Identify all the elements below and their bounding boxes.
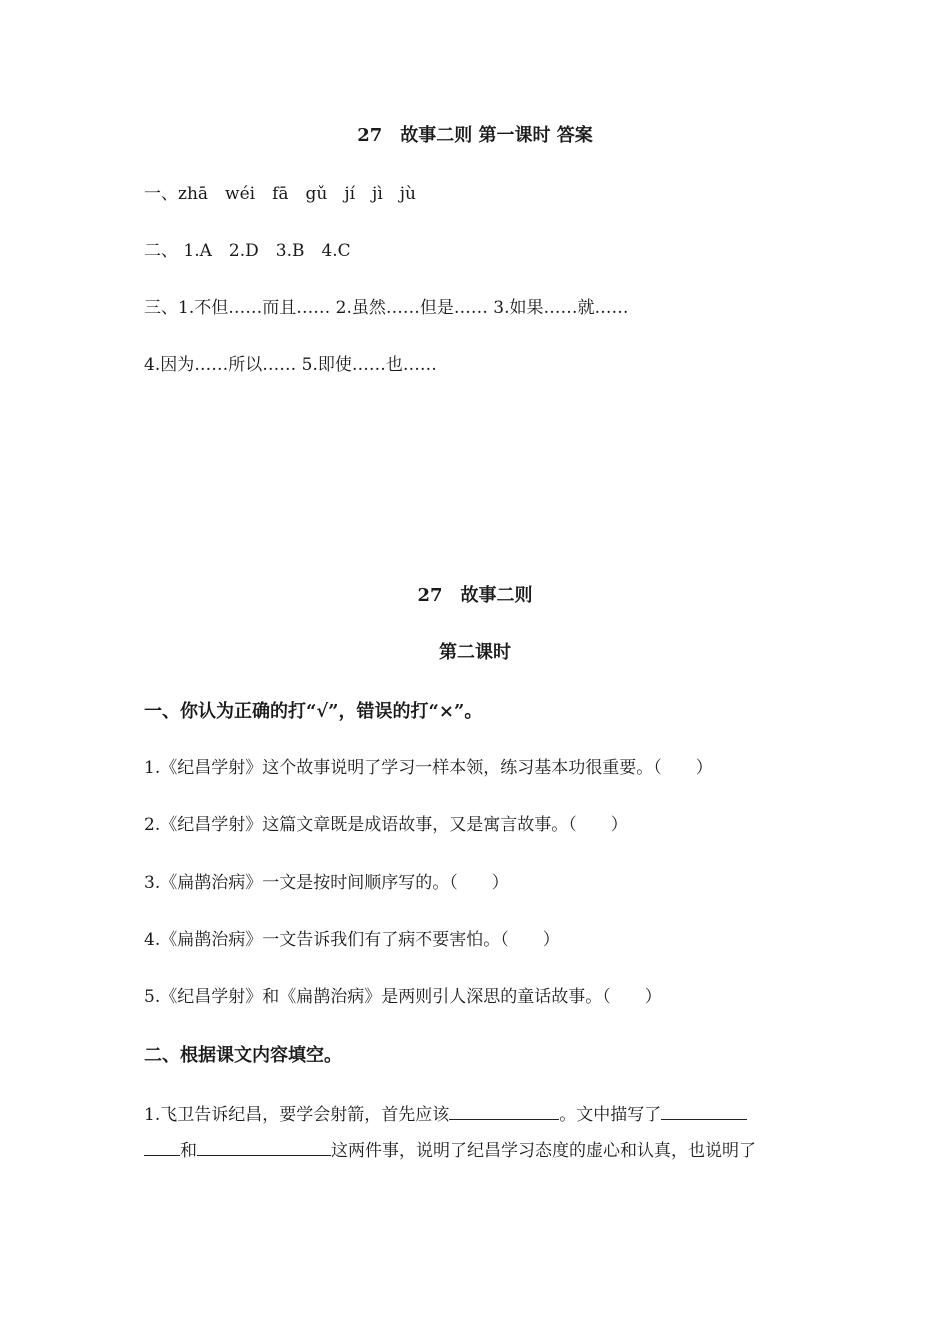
answer-blank[interactable] [661,1101,747,1120]
part2-q1-line-1 [144,1101,747,1127]
answer-blank[interactable] [449,1101,559,1120]
part2-q1-line-2 [144,1137,756,1163]
answer-title: 27 故事二则 第一课时 答案 [357,125,593,146]
part2-q1-text-b: 。文中描写了 [559,1105,662,1125]
part1-item-4: 4.《扁鹊治病》一文告诉我们有了病不要害怕。（ ） [144,930,560,950]
part1-item-5: 5.《纪昌学射》和《扁鹊治病》是两则引人深思的童话故事。（ ） [144,987,662,1007]
part2-q1-text-c: 和 [180,1141,197,1161]
part1-item-1: 1.《纪昌学射》这个故事说明了学习一样本领，练习基本功很重要。（ ） [144,758,713,778]
part1-item-2: 2.《纪昌学射》这篇文章既是成语故事，又是寓言故事。（ ） [144,815,628,835]
part2-q1-text-a: 1.飞卫告诉纪昌，要学会射箭，首先应该 [144,1105,450,1125]
part2-q1-text-d: 这两件事，说明了纪昌学习态度的虚心和认真，也说明了 [331,1141,756,1161]
answer-blank[interactable] [144,1137,180,1156]
answer-blank[interactable] [197,1137,331,1156]
lesson-subtitle: 第二课时 [439,642,511,663]
answer-section-2: 二、 1.A 2.D 3.B 4.C [144,241,351,261]
answer-section-3-line-2: 4.因为……所以…… 5.即使……也…… [144,355,437,375]
part1-item-3: 3.《扁鹊治病》一文是按时间顺序写的。（ ） [144,873,509,893]
lesson-title: 27 故事二则 [417,585,533,606]
part1-heading: 一、你认为正确的打“√”，错误的打“×”。 [144,701,483,722]
answer-section-1: 一、zhā wéi fā gǔ jí jì jù [144,184,416,204]
answer-section-3-line-1: 三、1.不但……而且…… 2.虽然……但是…… 3.如果……就…… [144,298,629,318]
part2-heading: 二、根据课文内容填空。 [144,1045,342,1066]
